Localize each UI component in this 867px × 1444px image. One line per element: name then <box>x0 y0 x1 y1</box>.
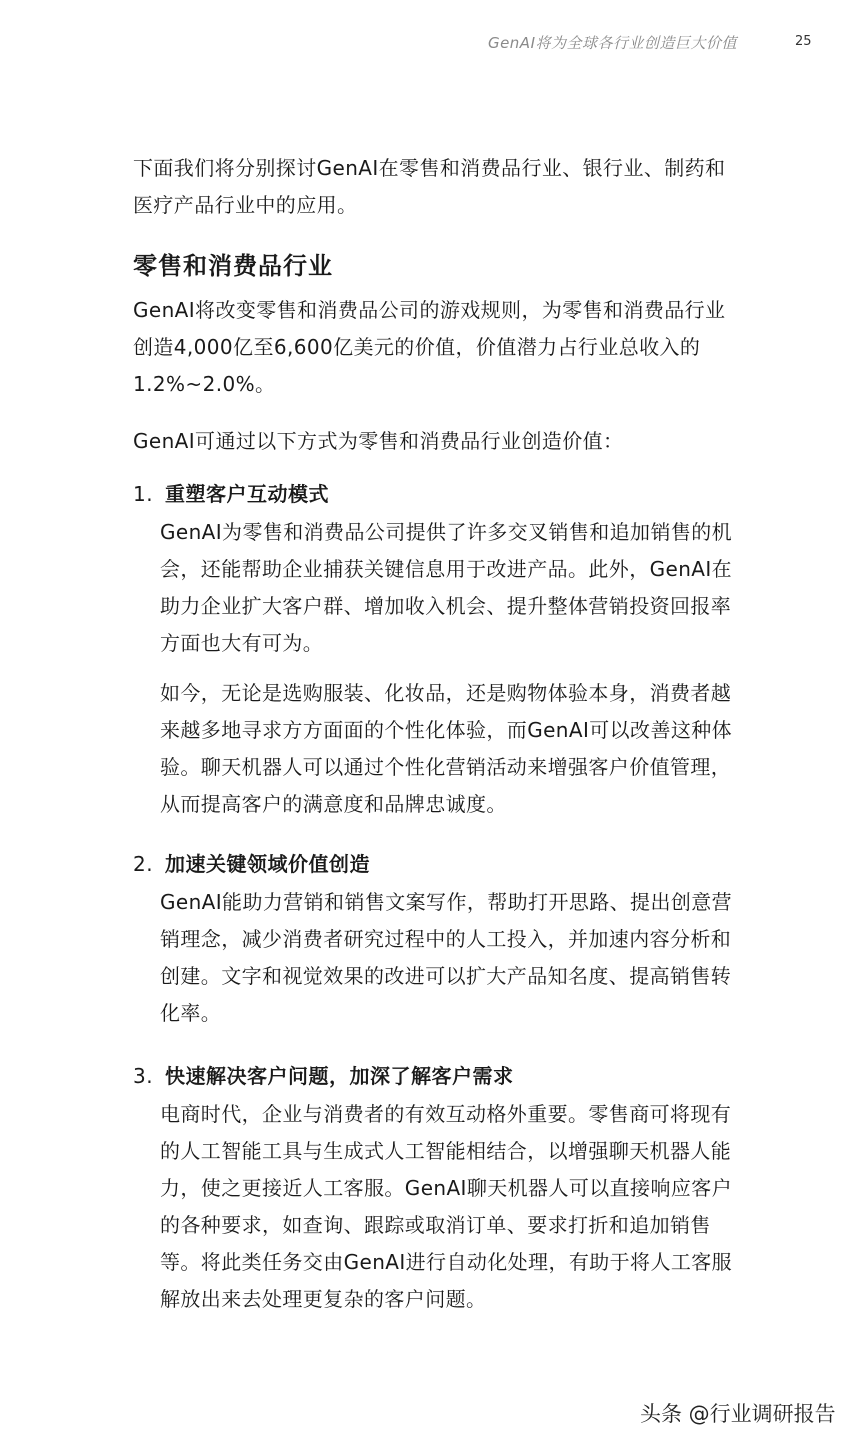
page-number: 25 <box>795 34 812 49</box>
item-title: 快速解决客户问题，加深了解客户需求 <box>165 1064 514 1088</box>
item-heading <box>133 1060 514 1089</box>
section-summary: GenAI将改变零售和消费品公司的游戏规则，为零售和消费品行业创造4,000亿至6,600亿美元的价值，价值潜力占行业总收入的1.2%~2.0%。 <box>133 298 726 396</box>
item-paragraph: GenAI为零售和消费品公司提供了许多交叉销售和追加销售的机会，还能帮助企业捕获关键信息用于改进产品。此外，GenAI在助力企业扩大客户群、增加收入机会、提升整体营销投资回报率方面也大有可为。 <box>160 520 733 655</box>
item-paragraph: 如今，无论是选购服装、化妆品，还是购物体验本身，消费者越来越多地寻求方方面面的个性化体验，而GenAI可以改善这种体验。聊天机器人可以通过个性化营销活动来增强客户价值管理，从而提高客户的满意度和品牌忠诚度。 <box>160 681 733 816</box>
item-paragraph: GenAI能助力营销和销售文案写作，帮助打开思路、提出创意营销理念，减少消费者研究过程中的人工投入，并加速内容分析和创建。文字和视觉效果的改进可以扩大产品知名度、提高销售转化率。 <box>160 890 733 1025</box>
item-number: 3. <box>133 1064 154 1088</box>
item-heading <box>133 848 370 877</box>
watermark: 头条 @行业调研报告 <box>640 1402 836 1426</box>
item-number: 2. <box>133 852 154 876</box>
item-title: 加速关键领域价值创造 <box>165 852 370 876</box>
item-paragraph: 电商时代，企业与消费者的有效互动格外重要。零售商可将现有的人工智能工具与生成式人工智能相结合，以增强聊天机器人能力，使之更接近人工客服。GenAI聊天机器人可以直接响应客户的各种要求，如查询、跟踪或取消订单、要求打折和追加销售等。将此类任务交由GenAI进行自动化处理，有助于将人工客服解放出来去处理更复杂的客户问题。 <box>160 1102 733 1311</box>
section-heading: 零售和消费品行业 <box>133 252 333 280</box>
item-heading <box>133 478 329 507</box>
item-title: 重塑客户互动模式 <box>165 482 329 506</box>
section-lead: GenAI可通过以下方式为零售和消费品行业创造价值： <box>133 429 624 453</box>
header-title: GenAI将为全球各行业创造巨大价值 <box>487 34 737 52</box>
intro-paragraph: 下面我们将分别探讨GenAI在零售和消费品行业、银行业、制药和医疗产品行业中的应用。 <box>133 156 726 217</box>
item-number: 1. <box>133 482 154 506</box>
